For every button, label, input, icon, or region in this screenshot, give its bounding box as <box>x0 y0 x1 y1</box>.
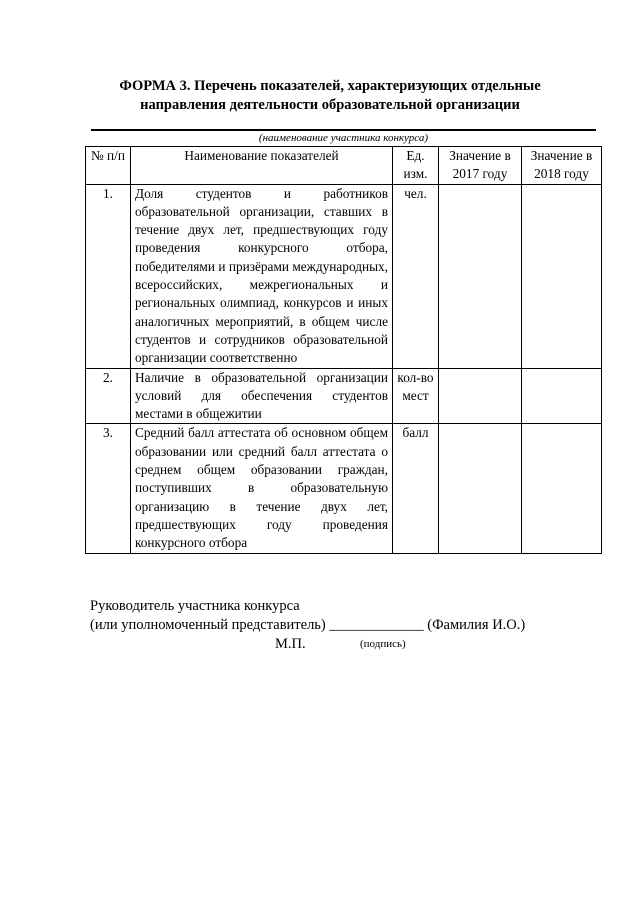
table-row <box>86 368 602 424</box>
signature-line1: Руководитель участника конкурса <box>90 598 300 614</box>
indicators-table <box>85 146 602 554</box>
signature-line2 <box>90 616 525 635</box>
row-number: 1. <box>86 184 131 368</box>
unit-cell: чел. <box>393 184 439 368</box>
value-2017-cell[interactable] <box>439 424 522 553</box>
col-header-num: № п/п <box>86 147 131 185</box>
indicator-name: Средний балл аттестата об основном общем образовании или средний балл аттестата о среднем общем образовании граждан, поступивших в образовательную организацию в течение двух лет, предшествующих году проведения конкурсного отбора <box>131 424 393 553</box>
indicator-name: Доля студентов и работников образовательной организации, ставших в течение двух лет, предшествующих году проведения конкурсного отбора, победителями и призёрами международных, всероссийских, межрегиональных и региональных олимпиад, конкурсов и иных аналогичных мероприятий, в общем числе студентов и сотрудников образовательной организации соответственно <box>131 184 393 368</box>
value-2018-cell[interactable] <box>522 424 602 553</box>
participant-name-line <box>91 129 596 131</box>
table-row <box>86 424 602 553</box>
table-header-row <box>86 147 602 185</box>
representative-label: (или уполномоченный представитель) <box>90 617 326 633</box>
full-name-label: (Фамилия И.О.) <box>427 617 526 633</box>
participant-name-caption: (наименование участника конкурса) <box>258 132 429 144</box>
form-title-line2: направления деятельности образовательной организации <box>140 97 520 113</box>
value-2017-cell[interactable] <box>439 368 522 424</box>
row-number: 3. <box>86 424 131 553</box>
col-header-name: Наименование показателей <box>131 147 393 185</box>
col-header-unit: Ед. изм. <box>393 147 439 185</box>
table-row <box>86 184 602 368</box>
col-header-value-2018: Значение в 2018 году <box>522 147 602 185</box>
row-number: 2. <box>86 368 131 424</box>
value-2018-cell[interactable] <box>522 368 602 424</box>
form-title-line1: ФОРМА 3. Перечень показателей, характеризующих отдельные <box>119 78 541 94</box>
form-title <box>80 77 580 115</box>
value-2017-cell[interactable] <box>439 184 522 368</box>
unit-cell: кол-во мест <box>393 368 439 424</box>
signature-blank[interactable]: _____________ <box>329 617 424 633</box>
stamp-label: М.П. <box>275 636 306 652</box>
value-2018-cell[interactable] <box>522 184 602 368</box>
signature-block <box>90 597 525 635</box>
col-header-value-2017: Значение в 2017 году <box>439 147 522 185</box>
signature-caption: (подпись) <box>360 638 406 650</box>
indicator-name: Наличие в образовательной организации условий для обеспечения студентов местами в общежитии <box>131 368 393 424</box>
unit-cell: балл <box>393 424 439 553</box>
